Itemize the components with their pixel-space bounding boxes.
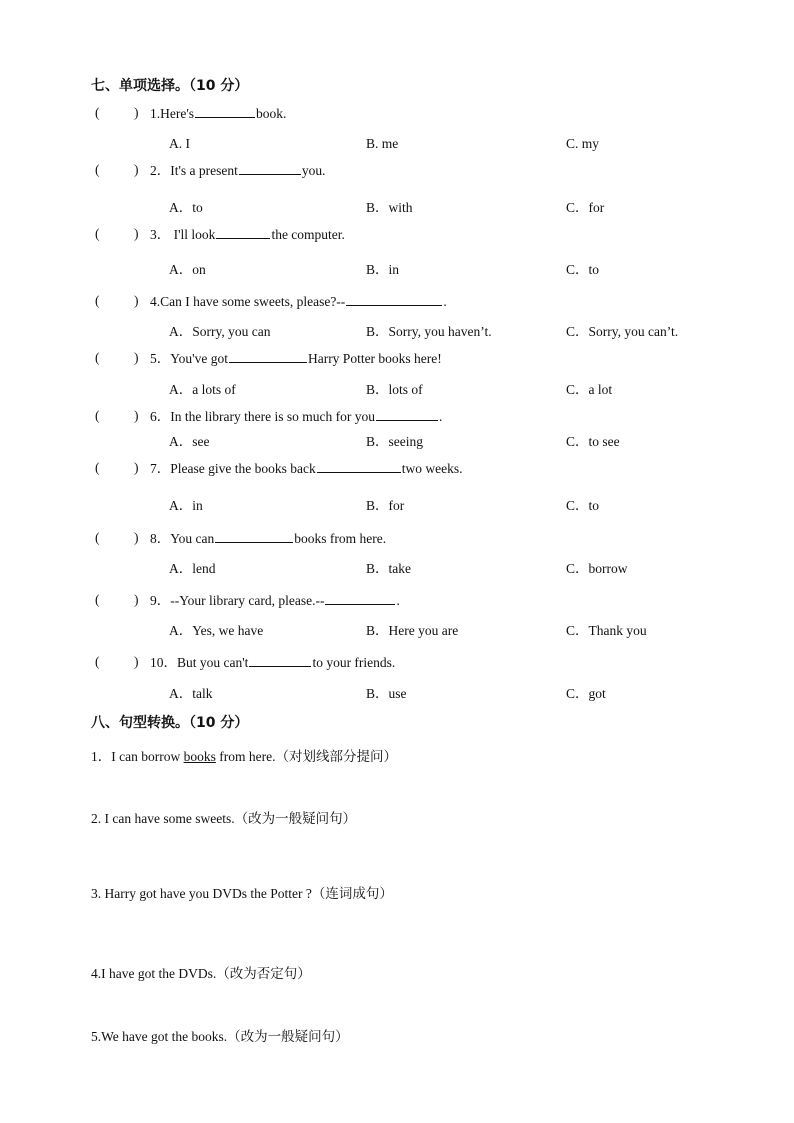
fill-blank[interactable]	[195, 104, 255, 118]
option-c[interactable]: C．Sorry, you can’t.	[566, 324, 679, 339]
answer-bracket[interactable]	[95, 104, 145, 122]
underlined-word: books	[183, 749, 216, 764]
stem-text-post: you.	[301, 163, 326, 178]
option-b[interactable]: B．with	[366, 200, 413, 215]
stem-text-post: two weeks.	[401, 461, 463, 476]
option-a[interactable]: A. I	[169, 136, 190, 151]
answer-bracket[interactable]	[95, 225, 145, 243]
section-8-title: 八、句型转换。（10 分）	[91, 715, 249, 731]
option-b[interactable]: B．for	[366, 498, 405, 513]
bracket-left: (	[95, 654, 100, 669]
bracket-right: )	[134, 350, 139, 365]
fill-blank[interactable]	[317, 459, 401, 473]
answer-bracket[interactable]	[95, 161, 145, 179]
question-stem	[150, 459, 462, 478]
question-stem	[150, 349, 442, 368]
question-number: 10．	[150, 655, 177, 670]
question-number: 7．	[150, 461, 171, 476]
option-a[interactable]: A．see	[169, 434, 210, 449]
question-number: 1.	[150, 106, 161, 121]
fill-blank[interactable]	[325, 591, 395, 605]
question-stem	[150, 407, 442, 426]
bracket-right: )	[134, 592, 139, 607]
option-b[interactable]: B．lots of	[366, 382, 423, 397]
bracket-right: )	[134, 293, 139, 308]
answer-bracket[interactable]	[95, 591, 145, 609]
question-stem	[150, 225, 345, 244]
stem-text-post: Harry Potter books here!	[307, 351, 442, 366]
transform-question: 2. I can have some sweets.（改为一般疑问句）	[91, 811, 357, 826]
question-number: 5．	[150, 351, 171, 366]
bracket-right: )	[134, 654, 139, 669]
option-a[interactable]: A．talk	[169, 686, 213, 701]
option-a[interactable]: A．on	[169, 262, 206, 277]
question-number: 4.	[150, 294, 161, 309]
stem-text-pre: It's a present	[170, 163, 238, 178]
option-a[interactable]: A．Yes, we have	[169, 623, 264, 638]
answer-bracket[interactable]	[95, 529, 145, 547]
stem-text-pre: I'll look	[170, 227, 216, 242]
transform-question: 3. Harry got have you DVDs the Potter ?（连词成句）	[91, 886, 393, 901]
question-text: 1．I can borrow	[91, 749, 184, 764]
question-stem	[150, 292, 447, 311]
bracket-left: (	[95, 592, 100, 607]
answer-bracket[interactable]	[95, 653, 145, 671]
stem-text-pre: Can I have some sweets, please?--	[160, 294, 346, 309]
option-c[interactable]: C．to	[566, 262, 600, 277]
stem-text-pre: You can	[170, 531, 215, 546]
stem-text-post: the computer.	[271, 227, 345, 242]
option-a[interactable]: A．in	[169, 498, 203, 513]
option-a[interactable]: A．Sorry, you can	[169, 324, 271, 339]
bracket-left: (	[95, 460, 100, 475]
stem-text-pre: But you can't	[177, 655, 249, 670]
transform-question: 4.I have got the DVDs.（改为否定句）	[91, 966, 311, 981]
bracket-left: (	[95, 350, 100, 365]
option-a[interactable]: A．a lots of	[169, 382, 236, 397]
answer-bracket[interactable]	[95, 292, 145, 310]
fill-blank[interactable]	[229, 349, 307, 363]
question-number: 8．	[150, 531, 171, 546]
stem-text-post: to your friends.	[312, 655, 396, 670]
question-stem	[150, 529, 386, 548]
option-b[interactable]: B．take	[366, 561, 411, 576]
option-c[interactable]: C．a lot	[566, 382, 613, 397]
option-c[interactable]: C．for	[566, 200, 605, 215]
bracket-right: )	[134, 105, 139, 120]
option-a[interactable]: A．to	[169, 200, 203, 215]
stem-text-post: .	[396, 593, 400, 608]
fill-blank[interactable]	[215, 529, 293, 543]
option-b[interactable]: B．Sorry, you haven’t.	[366, 324, 492, 339]
question-stem	[150, 591, 400, 610]
bracket-right: )	[134, 162, 139, 177]
fill-blank[interactable]	[249, 653, 311, 667]
stem-text-pre: Here's	[160, 106, 195, 121]
bracket-right: )	[134, 460, 139, 475]
question-stem	[150, 104, 286, 123]
section-7-title: 七、单项选择。（10 分）	[91, 78, 249, 94]
stem-text-pre: You've got	[170, 351, 228, 366]
bracket-right: )	[134, 408, 139, 423]
question-number: 6．	[150, 409, 171, 424]
option-b[interactable]: B．in	[366, 262, 400, 277]
option-b[interactable]: B．use	[366, 686, 407, 701]
bracket-left: (	[95, 408, 100, 423]
option-c[interactable]: C．got	[566, 686, 606, 701]
question-number: 2．	[150, 163, 171, 178]
fill-blank[interactable]	[346, 292, 442, 306]
stem-text-post: books from here.	[294, 531, 387, 546]
stem-text-pre: Please give the books back	[170, 461, 316, 476]
option-c[interactable]: C．to	[566, 498, 600, 513]
option-a[interactable]: A．lend	[169, 561, 216, 576]
bracket-left: (	[95, 293, 100, 308]
fill-blank[interactable]	[216, 225, 270, 239]
fill-blank[interactable]	[376, 407, 438, 421]
option-c[interactable]: C．to see	[566, 434, 620, 449]
option-c[interactable]: C. my	[566, 136, 600, 151]
option-b[interactable]: B．seeing	[366, 434, 423, 449]
bracket-right: )	[134, 226, 139, 241]
stem-text-post: book.	[256, 106, 287, 121]
question-stem	[150, 653, 395, 672]
stem-text-pre: --Your library card, please.--	[170, 593, 325, 608]
question-number: 9．	[150, 593, 171, 608]
fill-blank[interactable]	[239, 161, 301, 175]
option-c[interactable]: C．borrow	[566, 561, 628, 576]
bracket-left: (	[95, 530, 100, 545]
option-b[interactable]: B. me	[366, 136, 399, 151]
option-c[interactable]: C．Thank you	[566, 623, 647, 638]
transform-question: 5.We have got the books.（改为一般疑问句）	[91, 1029, 349, 1044]
bracket-left: (	[95, 226, 100, 241]
question-text-post: from here.（对划线部分提问）	[215, 749, 397, 764]
bracket-left: (	[95, 105, 100, 120]
stem-text-post: .	[438, 409, 443, 424]
answer-bracket[interactable]	[95, 349, 145, 367]
question-number: 3．	[150, 227, 171, 242]
bracket-left: (	[95, 162, 100, 177]
option-b[interactable]: B．Here you are	[366, 623, 459, 638]
transform-question	[91, 748, 397, 766]
stem-text-pre: In the library there is so much for you	[170, 409, 375, 424]
bracket-right: )	[134, 530, 139, 545]
answer-bracket[interactable]	[95, 459, 145, 477]
answer-bracket[interactable]	[95, 407, 145, 425]
question-stem	[150, 161, 326, 180]
stem-text-post: .	[443, 294, 447, 309]
